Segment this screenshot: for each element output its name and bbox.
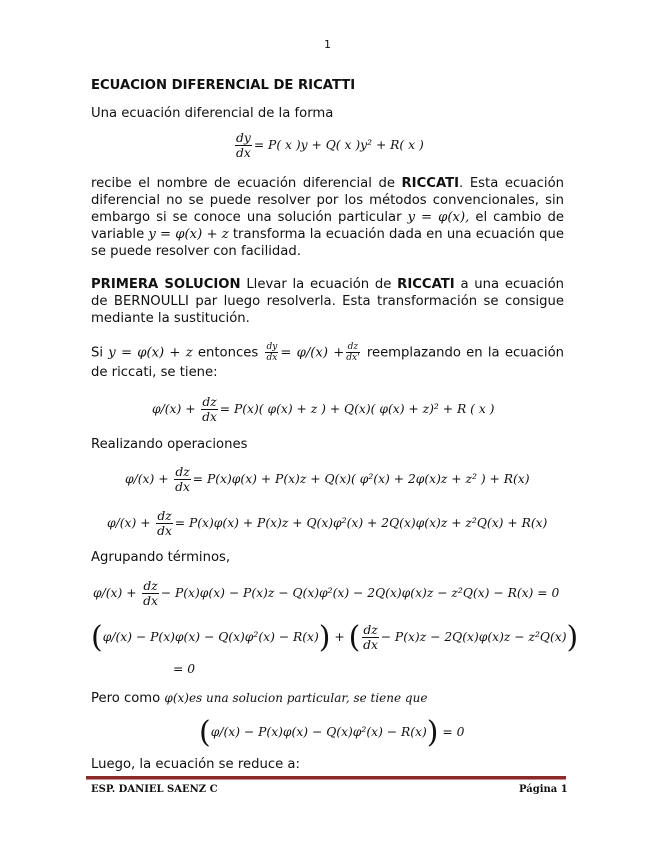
expanded-equation-2: φ/(x) + $\frac{dz}{dx}$ = P(x)φ(x) + P(x)z + Q(x)φ²(x) + 2Q(x)φ(x)z + z²Q(x) + R(x) [107,509,548,538]
page-number: 1 [324,38,331,51]
footer-author: ESP. DANIEL SAENZ C [91,784,218,795]
substituted-equation: φ/(x) + $\frac{dz}{dx}$ = P(x)( φ(x) + z ) + Q(x)( φ(x) + z)² + R ( x ) [152,395,495,424]
factored-equation: (φ/(x) − P(x)φ(x) − Q(x)φ²(x) − R(x)) + ( $\frac{dz}{dx}$ − P(x)z − 2Q(x)φ(x)z − z²Q(x)) [91,620,579,655]
operations-label: Realizando operaciones [91,437,248,452]
footer-page: Página 1 [519,784,568,795]
intro-paragraph: Una ecuación diferencial de la forma [91,106,334,121]
expanded-equation-1: φ/(x) + $\frac{dz}{dx}$ = P(x)φ(x) + P(x)z + Q(x)( φ²(x) + 2φ(x)z + z² ) + R(x) [125,465,530,494]
particular-solution-paragraph: Pero como φ(x)es una solucion particular, se tiene que [91,691,428,706]
riccati-equation: $\frac{dy}{dx}$ = P( x )y + Q( x )y² + R( x ) [236,131,424,160]
definition-paragraph: recibe el nombre de ecuación diferencial de RICCATI. Esta ecuación diferencial no se puede resolver por los métodos convencionales, sin embargo si se conoce una solución particular y = φ(x), el cambio de variable y = φ(x) + z transforma la ecuación dada en una ecuación que se puede resolver con facilidad. [91,176,564,259]
page-title: ECUACION DIFERENCIAL DE RICATTI [91,78,356,93]
factored-equation-rhs: = 0 [173,662,196,676]
footer-divider [86,776,566,780]
substitution-paragraph: Si y = φ(x) + z entonces $\frac{dy}{dx}$ = φ/(x) + $\frac{dz}{dx'}$ reemplazando en la ecuación de riccati, se tiene: [91,342,565,380]
grouping-label: Agrupando términos, [91,550,231,565]
particular-solution-equation: (φ/(x) − P(x)φ(x) − Q(x)φ²(x) − R(x)) = 0 [199,715,465,750]
first-solution-paragraph: PRIMERA SOLUCION Llevar la ecuación de RICCATI a una ecuación de BERNOULLI par luego resolverla. Esta transformación se consigue mediante la sustitución. [91,277,564,326]
grouped-equation: φ/(x) + $\frac{dz}{dx}$ − P(x)φ(x) − P(x)z − Q(x)φ²(x) − 2Q(x)φ(x)z − z²Q(x) − R(x) = 0 [93,579,560,608]
reduction-paragraph: Luego, la ecuación se reduce a: [91,757,300,772]
